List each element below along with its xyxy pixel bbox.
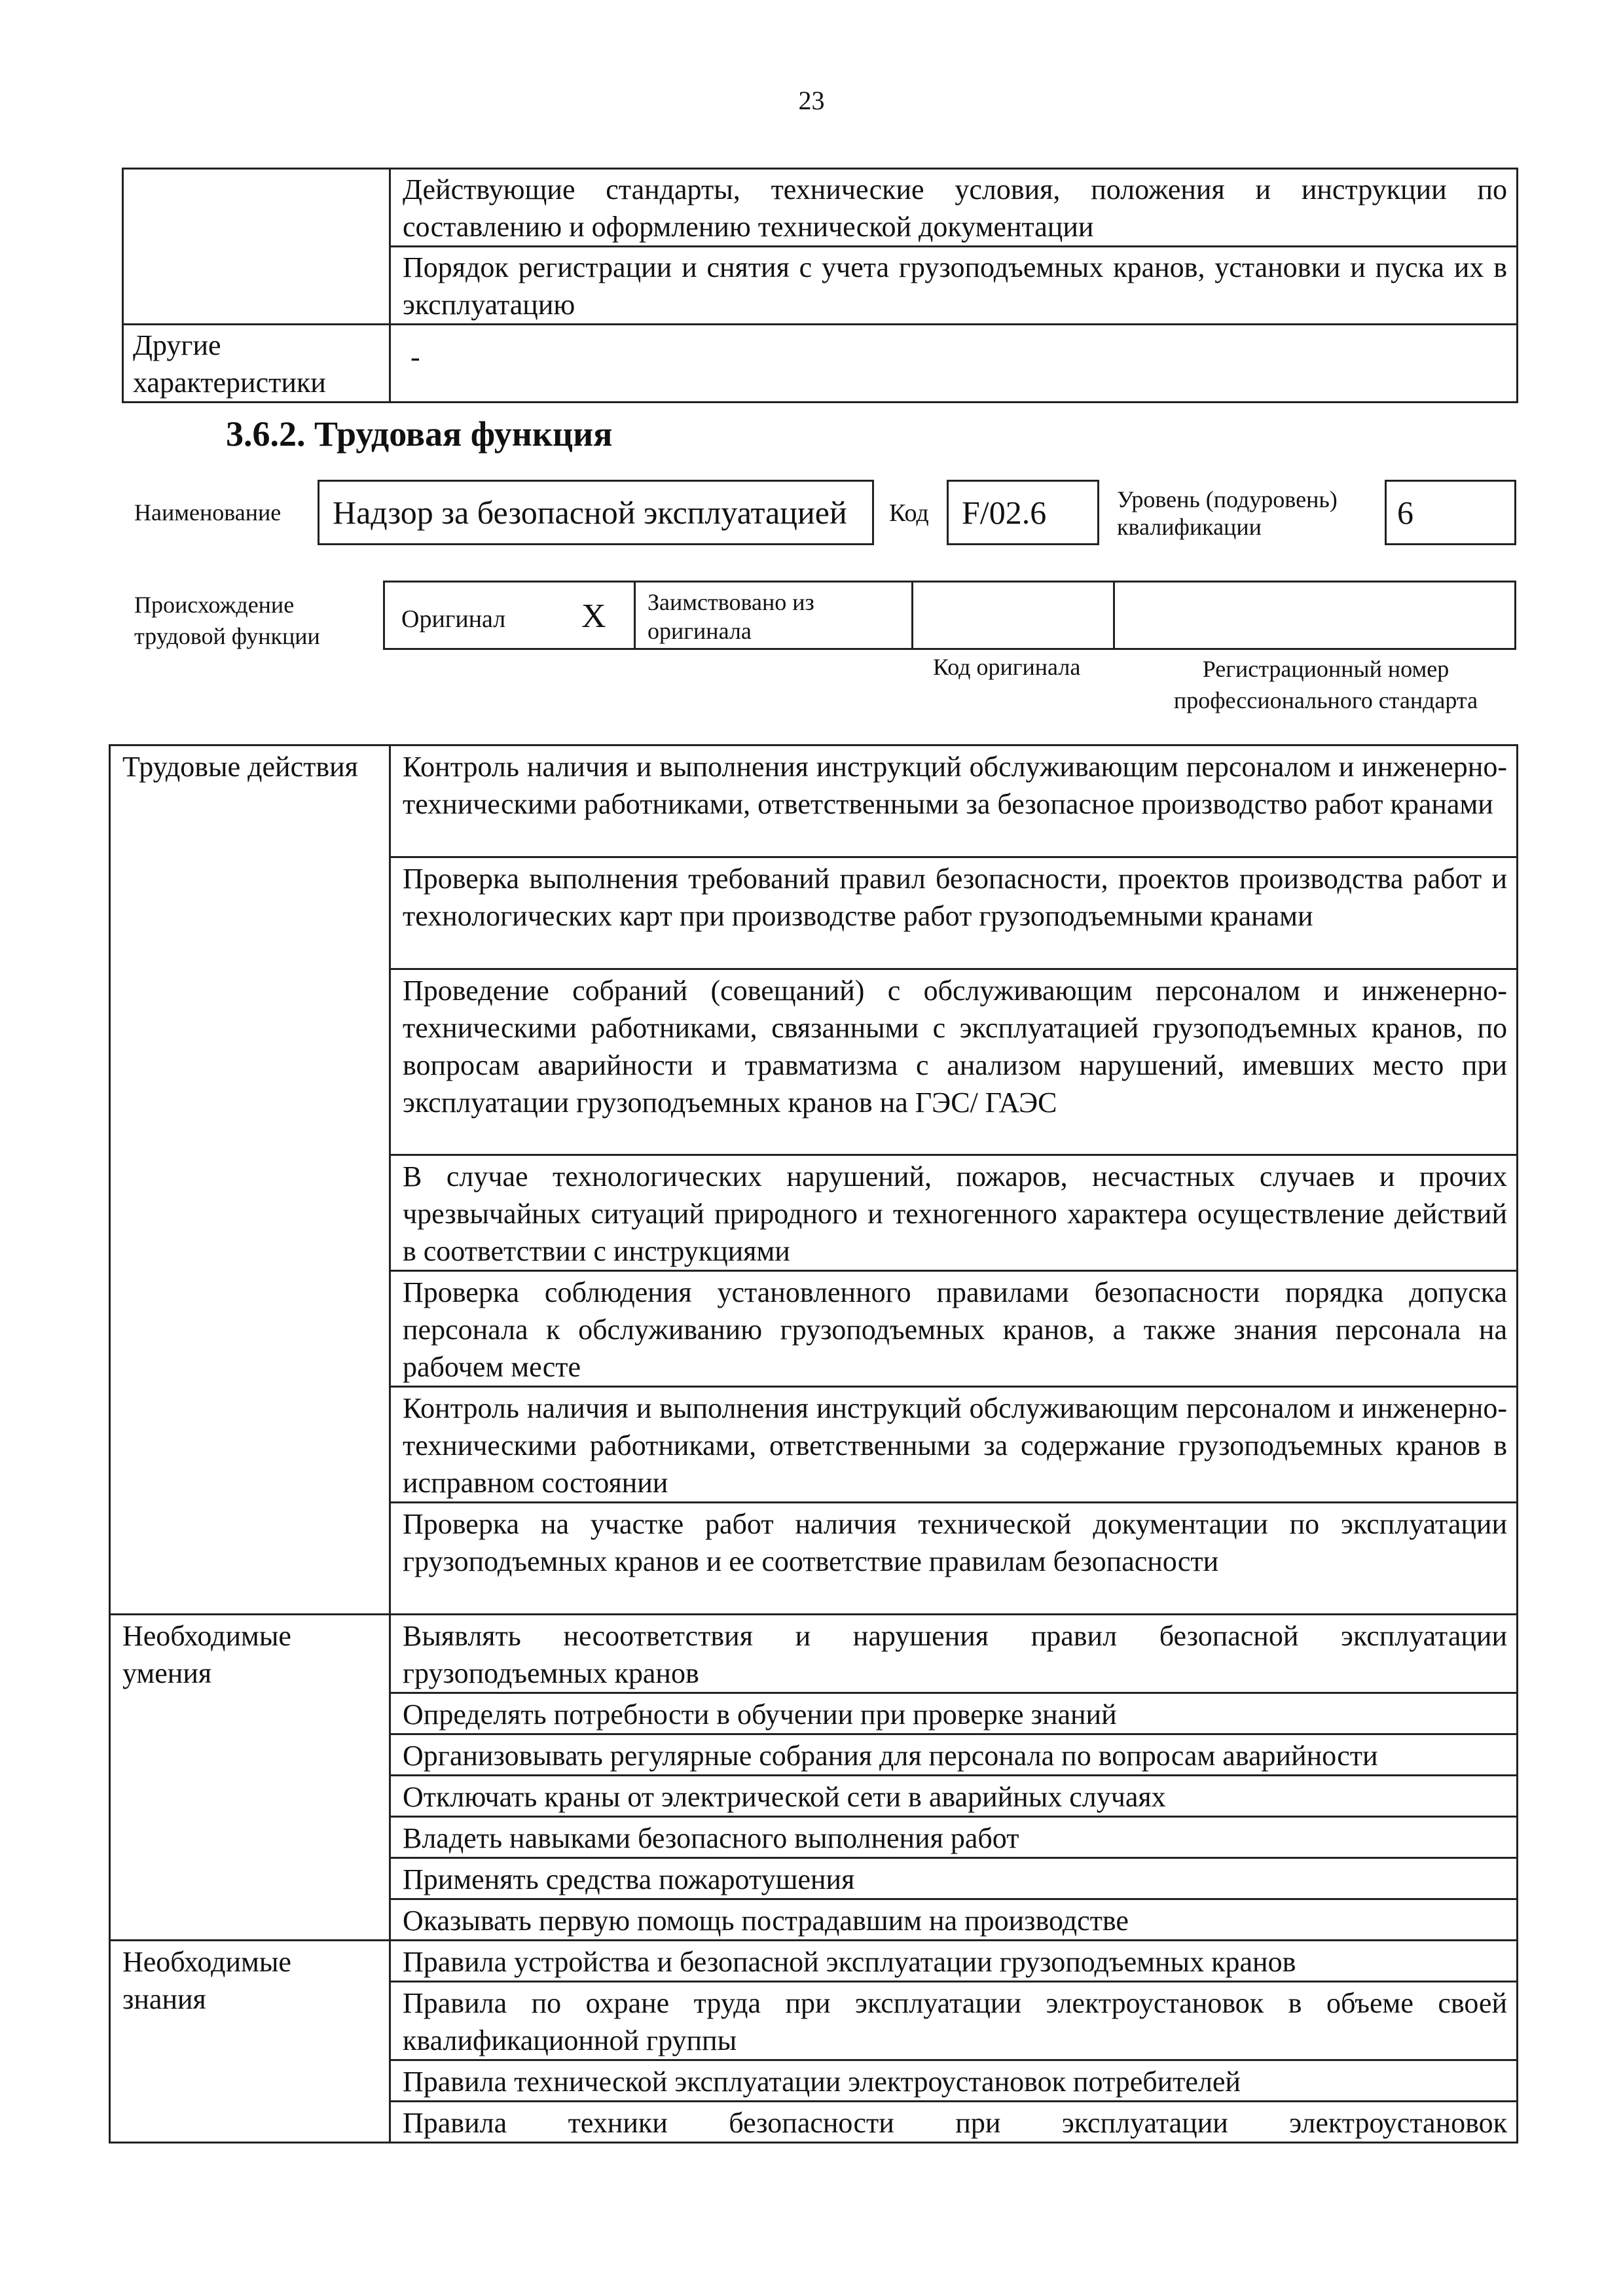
- reg-number-cell: [1113, 581, 1516, 650]
- table-row: [110, 1941, 1518, 1982]
- skills-label: Необходимые умения: [110, 1615, 390, 1941]
- section-heading: 3.6.2. Трудовая функция: [226, 414, 613, 454]
- origin-row: [383, 581, 1516, 650]
- reg-number-caption: Регистрационный номер профессионального стандарта: [1173, 656, 1478, 713]
- original-cell: [383, 581, 636, 650]
- skill-item: Определять потребности в обучении при проверке знаний: [390, 1693, 1518, 1734]
- top-table: [122, 168, 1518, 403]
- labor-action-item: Проверка на участке работ наличия технической документации по эксплуатации грузоподъемных кранов и ее соответствие правилам безопасности: [390, 1503, 1518, 1615]
- page-number: 23: [798, 86, 825, 115]
- main-table: [109, 744, 1518, 2144]
- table-cell: Действующие стандарты, технические условия, положения и инструкции по составлению и оформлению технической документации: [390, 169, 1518, 247]
- skill-item: Владеть навыками безопасного выполнения работ: [390, 1817, 1518, 1858]
- skill-item: Организовывать регулярные собрания для персонала по вопросам аварийности: [390, 1734, 1518, 1776]
- original-mark: X: [581, 598, 606, 635]
- knowledge-item: Правила устройства и безопасной эксплуатации грузоподъемных кранов: [390, 1941, 1518, 1982]
- origin-label: Происхождение трудовой функции: [134, 592, 320, 649]
- skill-item: Отключать краны от электрической сети в аварийных случаях: [390, 1776, 1518, 1817]
- knowledge-item: Правила техники безопасности при эксплуатации электроустановок: [390, 2102, 1518, 2143]
- labor-action-item: Проведение собраний (совещаний) с обслуживающим персоналом и инженерно-техническими работниками, связанными с эксплуатацией грузоподъемных кранов, по вопросам аварийности и травматизма с анализом нарушений, имевших место при эксплуатации грузоподъемных кранов на ГЭС/ ГАЭС: [390, 969, 1518, 1155]
- name-value: Надзор за безопасной эксплуатацией: [318, 480, 874, 545]
- row-label-other: Другие характеристики: [123, 325, 390, 403]
- table-row: [123, 169, 1518, 247]
- skill-item: Применять средства пожаротушения: [390, 1858, 1518, 1899]
- table-row: [110, 1615, 1518, 1693]
- row-label: [123, 169, 390, 325]
- code-label: Код: [889, 499, 929, 527]
- name-label: Наименование: [134, 499, 282, 526]
- level-value: 6: [1385, 480, 1516, 545]
- labor-action-item: Контроль наличия и выполнения инструкций обслуживающим персоналом и инженерно-техническими работниками, ответственными за содержание грузоподъемных кранов в исправном состоянии: [390, 1387, 1518, 1503]
- skill-item: Оказывать первую помощь пострадавшим на производстве: [390, 1899, 1518, 1941]
- table-cell-dash: -: [390, 325, 1518, 403]
- code-value: F/02.6: [947, 480, 1099, 545]
- labor-action-item: Контроль наличия и выполнения инструкций обслуживающим персоналом и инженерно-техническими работниками, ответственными за безопасное производство работ кранами: [390, 745, 1518, 857]
- code-original-caption: Код оригинала: [933, 654, 1081, 680]
- table-row: [123, 325, 1518, 403]
- labor-action-item: В случае технологических нарушений, пожаров, несчастных случаев и прочих чрезвычайных ситуаций природного и техногенного характера осуществление действий в соответствии с инструкциями: [390, 1155, 1518, 1271]
- labor-actions-label: Трудовые действия: [110, 745, 390, 1615]
- borrowed-cell: [634, 581, 913, 650]
- borrowed-label: Заимствовано из оригинала: [647, 589, 814, 644]
- table-cell: Порядок регистрации и снятия с учета грузоподъемных кранов, установки и пуска их в эксплуатацию: [390, 247, 1518, 325]
- knowledge-item: Правила технической эксплуатации электроустановок потребителей: [390, 2060, 1518, 2102]
- skill-item: Выявлять несоответствия и нарушения правил безопасной эксплуатации грузоподъемных кранов: [390, 1615, 1518, 1693]
- knowledge-label: Необходимые знания: [110, 1941, 390, 2143]
- original-label: Оригинал: [401, 605, 506, 633]
- labor-action-item: Проверка выполнения требований правил безопасности, проектов производства работ и технологических карт при производстве работ грузоподъемными кранами: [390, 857, 1518, 969]
- knowledge-item: Правила по охране труда при эксплуатации электроустановок в объеме своей квалификационной группы: [390, 1982, 1518, 2060]
- labor-action-item: Проверка соблюдения установленного правилами безопасности порядка допуска персонала к обслуживанию грузоподъемных кранов, а также знания персонала на рабочем месте: [390, 1271, 1518, 1387]
- table-row: [110, 745, 1518, 857]
- level-label: Уровень (подуровень) квалификации: [1117, 486, 1338, 540]
- code-original-cell: [911, 581, 1115, 650]
